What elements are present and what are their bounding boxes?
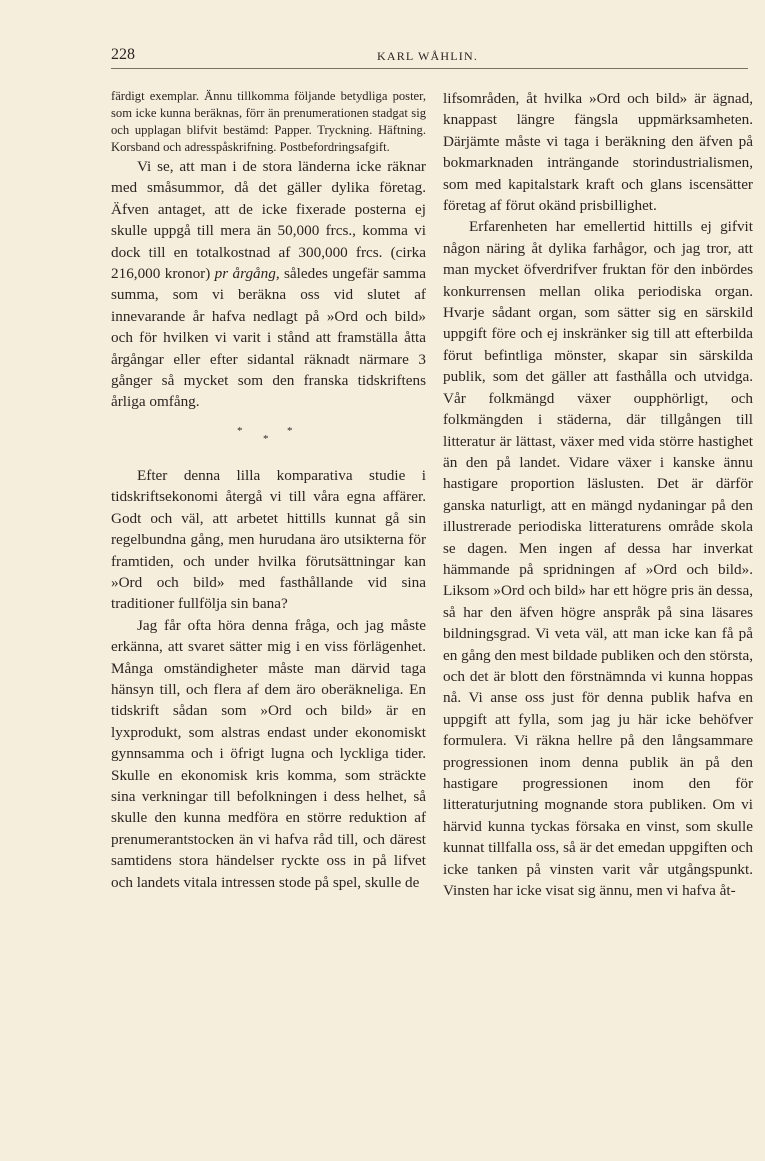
asterisk-left: * [237, 424, 243, 437]
asterisk-right: * [287, 424, 293, 437]
cost-list-paragraph: färdigt exemplar. Ännu tillkomma följande betydliga poster, som icke kunna beräknas, förr än prenumerationen stadgat sig och upplagan blifvit bestämd: Papper. Tryckning. Häftning. Korsband och adresspåskrifning. Postbefordringsafgift. [111, 89, 426, 154]
answer-paragraph: Jag får ofta höra denna fråga, och jag måste erkänna, att svaret sätter mig i en viss förlägenhet. Många omständigheter måste man därvid taga hänsyn till, och flera af dem äro oberäkneliga. En tidskrift sådan som »Ord och bild» är en lyxprodukt, som alstras endast under ekonomiskt gynnsamma och i öfrigt lugna och lyckliga tider. Skulle en ekonomisk kris komma, som sträckte sina verkningar till befolkningen i dess helhet, så skulle den kunna medföra en större reduktion af prenumerantstocken än vi hafva råd till, och därest samtidens stora händelser ryckte oss in på lifvet och landets vitala intressen stode på spel, skulle de [111, 616, 426, 891]
right-column [443, 88, 753, 901]
per-year-italic: pr årgång [214, 265, 276, 283]
asterisk-center: * [263, 432, 269, 445]
comparison-paragraph [111, 156, 426, 413]
future-question-paragraph: Efter denna lilla komparativa studie i tidskriftsekonomi återgå vi till våra egna affärer. Godt och väl, att arbetet hittills kunnat gå sin regelbundna gång, men hurudana äro utsikterna för framtiden, och under hvilka förutsättningar kan »Ord och bild» med fasthållande vid sina traditioner fullfölja sin bana? [111, 466, 426, 613]
header-rule [111, 68, 748, 69]
left-column [111, 88, 426, 893]
continuation-paragraph: lifsområden, åt hvilka »Ord och bild» är ägnad, knappast längre fängsla uppmärksamheten. Därjämte måste vi taga i beräkning den äfven på bokmarknaden inträngande storindustrialismen, som med kapitalstark kraft och glans iscensätter företag af förut okänd prisbillighet. [443, 90, 753, 215]
running-head: KARL WÅHLIN. [377, 49, 479, 63]
page-header [111, 46, 751, 70]
section-break-asterisks [111, 413, 426, 465]
comparison-text-b: , således ungefär samma summa, som vi beräkna oss vid slutet af innevarande år hafva nedlagt på »Ord och bild» och för hvilken vi varit i stånd att framställa åtta årgångar eller efter sidantal räknadt närmare 3 gånger så mycket som den franska tidskriftens årliga omfång. [111, 265, 426, 411]
experience-paragraph: Erfarenheten har emellertid hittills ej gifvit någon näring åt dylika farhågor, och jag tror, att man mycket öfverdrifver fruktan för den inbördes konkurrensen mellan olika periodiska organ. Hvarje sådant organ, som sätter sig en särskild uppgift före och ej inskränker sig till att efterbilda förut befintliga mönster, skapar sin särskilda publik, som det gäller att fasthålla och utvidga. Vår folkmängd växer oupphörligt, och folkmängden i städerna, där tillgången till litteratur är lättast, växer med vida större hastighet än den på landet. Vidare växer i kanske ännu hastigare proportion läslusten. Det är därför ganska naturligt, att en mängd nydaningar på den illustrerade periodiska litteraturens område skola se dagen. Men ingen af dessa har inverkat hämmande på spridningen af »Ord och bild». Liksom »Ord och bild» har ett högre pris än dessa, så har den äfven högre anspråk på sina läsares bildningsgrad. Vi veta väl, att man icke kan få på en gång den mest bildade publiken och den största, och det är blott den förstnämnda vi kunna hoppas nå. Vi anse oss just för denna publik hafva en uppgift att fylla, som jag ju här icke behöfver formulera. Vi räkna hellre på den långsammare progressionen inom denna publik än på den hastigare progressionen inom den för litteraturjutning mognande stora publiken. Om vi härvid kunna tyckas försaka en vinst, som skulle kunnat tillfalla oss, så är det emedan uppgiften och icke tanken på vinsten varit vår utgångspunkt. Vinsten har icke visat sig ännu, men vi hafva åt- [443, 218, 754, 900]
page-number: 228 [111, 46, 135, 63]
comparison-text-a: Vi se, att man i de stora länderna icke räknar med småsummor, då det gäller dylika företag. Äfven antaget, att de icke fixerade posterna ej skulle uppgå till mera än 50,000 frcs., komma vi dock till en totalkostnad af 300,000 frcs. (cirka 216,000 kronor) [111, 158, 426, 283]
